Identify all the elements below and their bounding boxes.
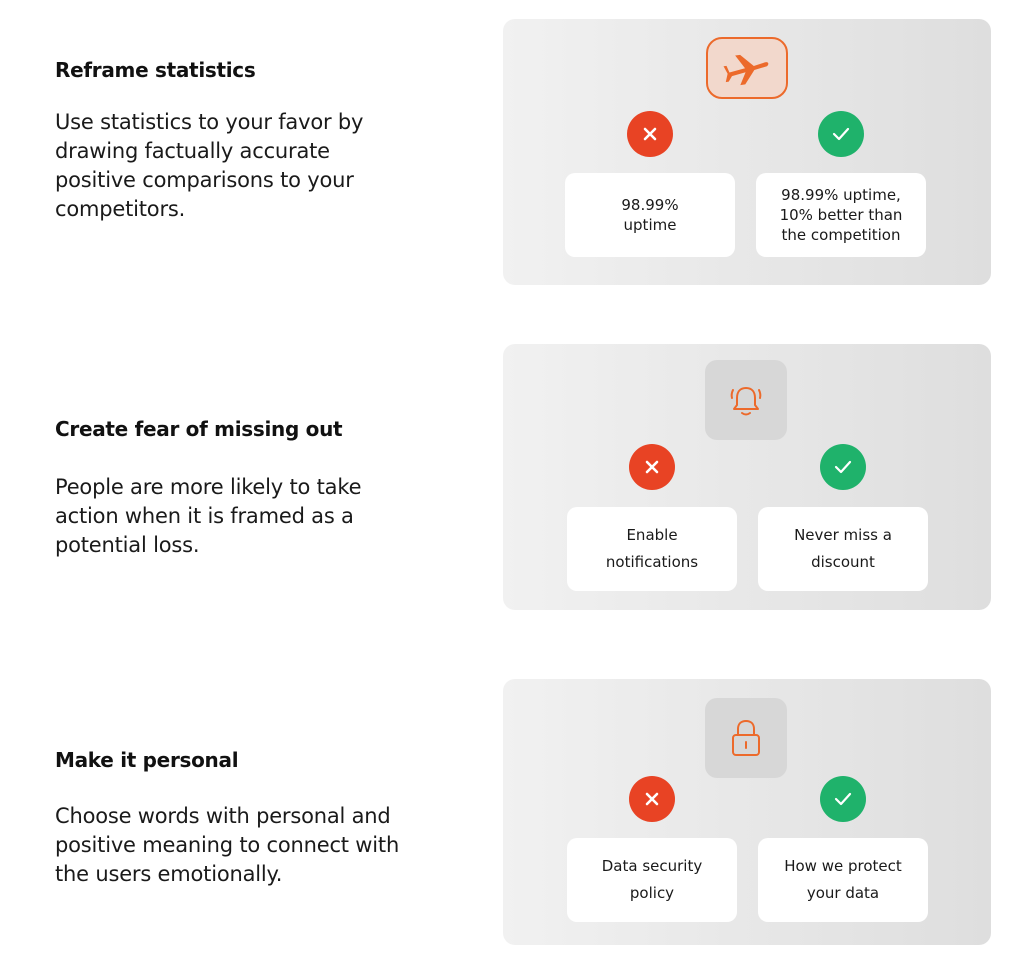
bad-example-text: Enable notifications xyxy=(567,507,737,591)
x-icon xyxy=(644,459,660,475)
airplane-icon xyxy=(723,48,771,88)
bell-ringing-icon xyxy=(726,380,766,420)
good-example-badge xyxy=(818,111,864,157)
good-example-text: How we protect your data xyxy=(758,838,928,922)
section-description: Choose words with personal and positive meaning to connect with the users emotionally. xyxy=(55,804,400,886)
bad-example-badge xyxy=(629,776,675,822)
text-column xyxy=(55,58,455,224)
example-card xyxy=(503,19,991,285)
section-description: Use statistics to your favor by drawing factually accurate positive comparisons to your competitors. xyxy=(55,110,364,221)
icon-box xyxy=(705,360,787,440)
good-example-badge xyxy=(820,776,866,822)
check-icon xyxy=(833,459,853,475)
bad-example-text: 98.99% uptime xyxy=(565,173,735,257)
good-example-badge xyxy=(820,444,866,490)
good-example-text: 98.99% uptime, 10% better than the competition xyxy=(756,173,926,257)
check-icon xyxy=(833,791,853,807)
icon-box xyxy=(706,37,788,99)
example-card xyxy=(503,679,991,945)
bad-example-badge xyxy=(627,111,673,157)
section-heading: Create fear of missing out xyxy=(55,417,343,441)
section-description: People are more likely to take action when it is framed as a potential loss. xyxy=(55,475,362,557)
text-column xyxy=(55,748,455,889)
bad-example-badge xyxy=(629,444,675,490)
x-icon xyxy=(644,791,660,807)
lock-icon xyxy=(726,716,766,760)
example-card xyxy=(503,344,991,610)
x-icon xyxy=(642,126,658,142)
text-column xyxy=(55,417,455,560)
icon-box xyxy=(705,698,787,778)
check-icon xyxy=(831,126,851,142)
section-heading: Reframe statistics xyxy=(55,58,256,82)
good-example-text: Never miss a discount xyxy=(758,507,928,591)
bad-example-text: Data security policy xyxy=(567,838,737,922)
section-heading: Make it personal xyxy=(55,748,239,772)
